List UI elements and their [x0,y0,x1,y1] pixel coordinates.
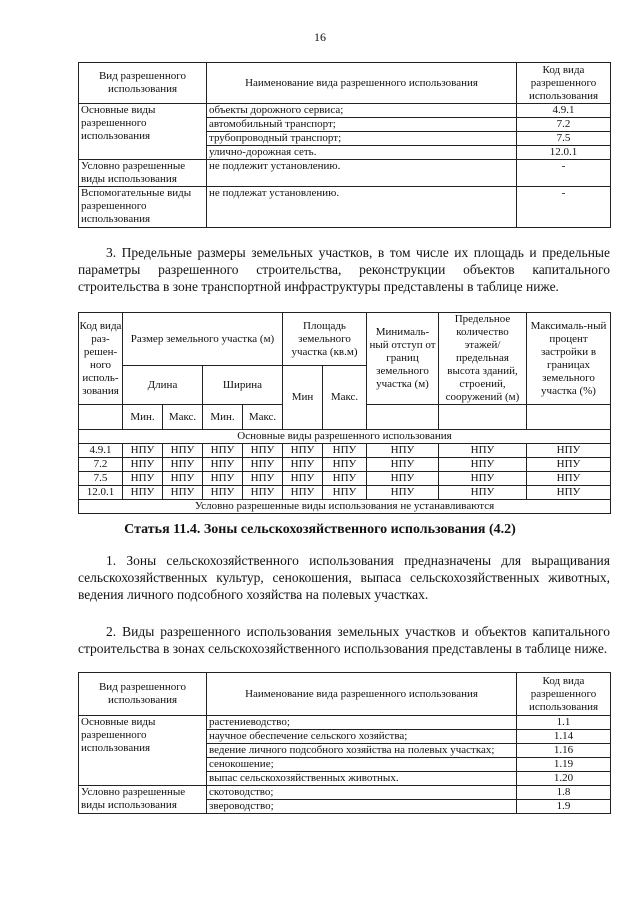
group-cell: Основные виды разрешенного использования [79,716,207,786]
value-cell: НПУ [323,472,367,486]
use-code-cell: 7.2 [517,118,611,132]
header-size: Размер земельного участка (м) [123,313,283,366]
value-cell: НПУ [439,486,527,500]
value-cell: НПУ [243,458,283,472]
paragraph-text: 3. Предельные размеры земельных участков, в том числе их площадь и предельные параметры разрешенного строительства, реконструкции объектов капитального строительства в зоне транспортной инфраструктуры представлены в таблице ниже. [78,245,610,294]
group-cell: Условно разрешенные виды использования [79,786,207,814]
header-cell: Вид разрешенного использования [79,63,207,104]
header-length: Длина [123,366,203,405]
value-cell: НПУ [123,444,163,458]
table-row [79,716,611,730]
table-row [79,472,611,486]
header-cell: Код вида разрешенного использования [517,63,611,104]
use-name-cell: научное обеспечение сельского хозяйства; [207,730,517,744]
value-cell: НПУ [163,458,203,472]
article-heading: Статья 11.4. Зоны сельскохозяйственного использования (4.2) [124,522,516,537]
table-row [79,444,611,458]
header-area: Площадь земельного участка (кв.м) [283,313,367,366]
value-cell: НПУ [203,486,243,500]
use-name-cell: трубопроводный транспорт; [207,132,517,146]
use-code-cell: 1.20 [517,772,611,786]
table-header-row [79,63,611,104]
header-spacer [439,405,527,430]
header-percent: Максималь-ный процент застройки в границах земельного участка (%) [527,313,611,405]
value-cell: НПУ [527,486,611,500]
header-floors: Предельное количество этажей/ предельная высота зданий, строений, сооружений (м) [439,313,527,405]
section-conditional: Условно разрешенные виды использования не устанавливаются [79,500,611,514]
value-cell: НПУ [439,458,527,472]
header-cell: Наименование вида разрешенного использования [207,673,517,716]
use-name-cell: не подлежат установлению. [207,187,517,228]
code-cell: 12.0.1 [79,486,123,500]
value-cell: НПУ [243,486,283,500]
header-spacer [367,405,439,430]
table-row [79,458,611,472]
header-width-max: Макс. [243,405,283,430]
value-cell: НПУ [367,472,439,486]
table-row [79,104,611,118]
table-row [79,786,611,800]
use-code-cell: 4.9.1 [517,104,611,118]
use-code-cell: 1.14 [517,730,611,744]
use-name-cell: объекты дорожного сервиса; [207,104,517,118]
header-length-min: Мин. [123,405,163,430]
use-code-cell: 1.19 [517,758,611,772]
use-code-cell: 7.5 [517,132,611,146]
table-row [79,486,611,500]
value-cell: НПУ [323,458,367,472]
value-cell: НПУ [323,486,367,500]
value-cell: НПУ [163,486,203,500]
value-cell: НПУ [123,486,163,500]
value-cell: НПУ [243,444,283,458]
header-area-min: Мин [283,366,323,430]
use-name-cell: звероводство; [207,800,517,814]
value-cell: НПУ [323,444,367,458]
table-row [79,187,611,228]
header-length-max: Макс. [163,405,203,430]
value-cell: НПУ [439,472,527,486]
value-cell: НПУ [439,444,527,458]
value-cell: НПУ [123,472,163,486]
group-cell: Условно разрешенные виды использования [79,160,207,187]
table-header-row [79,673,611,716]
use-name-cell: ведение личного подсобного хозяйства на полевых участках; [207,744,517,758]
paragraph-text: 2. Виды разрешенного использования земельных участков и объектов капитального строительства в зонах сельскохозяйственного использования представлены в таблице ниже. [78,624,610,656]
use-name-cell: скотоводство; [207,786,517,800]
value-cell: НПУ [283,458,323,472]
value-cell: НПУ [367,444,439,458]
use-code-cell: 1.8 [517,786,611,800]
use-code-cell: - [517,187,611,228]
group-cell: Основные виды разрешенного использования [79,104,207,160]
value-cell: НПУ [203,458,243,472]
use-code-cell: 1.9 [517,800,611,814]
header-width: Ширина [203,366,283,405]
value-cell: НПУ [527,458,611,472]
value-cell: НПУ [203,472,243,486]
header-width-min: Мин. [203,405,243,430]
use-name-cell: сенокошение; [207,758,517,772]
value-cell: НПУ [527,472,611,486]
use-code-cell: 1.16 [517,744,611,758]
group-cell: Вспомогательные виды разрешенного использования [79,187,207,228]
value-cell: НПУ [163,472,203,486]
paragraph-1 [78,552,610,603]
section-row [79,500,611,514]
section-main: Основные виды разрешенного использования [79,430,611,444]
code-cell: 4.9.1 [79,444,123,458]
use-code-cell: 1.1 [517,716,611,730]
value-cell: НПУ [283,486,323,500]
code-cell: 7.5 [79,472,123,486]
value-cell: НПУ [243,472,283,486]
use-name-cell: выпас сельскохозяйственных животных. [207,772,517,786]
paragraph-2 [78,623,610,657]
header-code: Код вида раз-решен-ного исполь-зования [79,313,123,405]
header-cell: Наименование вида разрешенного использования [207,63,517,104]
header-cell: Вид разрешенного использования [79,673,207,716]
header-spacer [79,405,123,430]
paragraph-text: 1. Зоны сельскохозяйственного использования предназначены для выращивания сельскохозяйственных культур, сенокошения, выпаса сельскохозяйственных животных, ведения личного подсобного хозяйства на полевых участках. [78,553,610,602]
use-name-cell: автомобильный транспорт; [207,118,517,132]
use-name-cell: растениеводство; [207,716,517,730]
table-row [79,160,611,187]
use-code-cell: 12.0.1 [517,146,611,160]
value-cell: НПУ [203,444,243,458]
value-cell: НПУ [367,486,439,500]
use-code-cell: - [517,160,611,187]
value-cell: НПУ [283,444,323,458]
header-setback: Минималь-ный отступ от границ земельного участка (м) [367,313,439,405]
header-area-max: Макс. [323,366,367,430]
value-cell: НПУ [163,444,203,458]
value-cell: НПУ [527,444,611,458]
header-cell: Код вида разрешенного использования [517,673,611,716]
use-name-cell: не подлежит установлению. [207,160,517,187]
value-cell: НПУ [367,458,439,472]
code-cell: 7.2 [79,458,123,472]
use-name-cell: улично-дорожная сеть. [207,146,517,160]
paragraph-3 [78,244,610,295]
parameters-table [78,312,611,514]
header-spacer [527,405,611,430]
page-number: 16 [314,30,326,44]
permitted-use-table-transport [78,62,611,228]
value-cell: НПУ [123,458,163,472]
permitted-use-table-agricultural [78,672,611,814]
section-row [79,430,611,444]
value-cell: НПУ [283,472,323,486]
